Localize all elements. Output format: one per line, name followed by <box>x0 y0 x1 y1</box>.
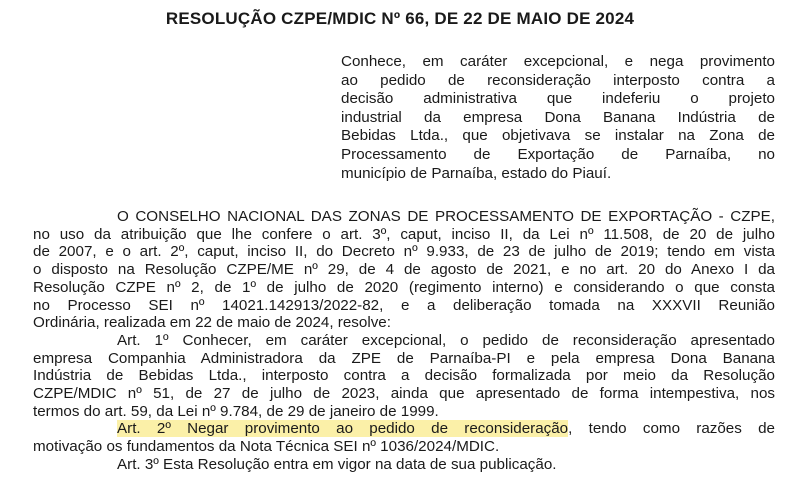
article-2-rest: , tendo como razões de <box>568 420 775 438</box>
ementa-line: município de Parnaíba, estado do Piauí. <box>341 164 612 182</box>
article-1-line: empresa Companhia Administradora da ZPE de Parnaíba-PI e pela empresa Dona Banana <box>33 349 775 367</box>
preamble-line: no Processo SEI nº 14021.142913/2022-82, e a deliberação tomada na XXXVII Reunião <box>33 296 775 314</box>
article-2-highlight: Art. 2º Negar provimento ao pedido de reconsideração <box>117 420 569 438</box>
preamble-line: o disposto na Resolução CZPE/ME nº 29, de 4 de agosto de 2021, e no art. 20 do Anexo I da <box>33 261 775 279</box>
ementa-line: ao pedido de reconsideração interposto contra a <box>341 71 775 89</box>
ementa-line: decisão administrativa que indeferiu o projeto <box>341 90 775 108</box>
ementa-line: Bebidas Ltda., que objetivava se instalar na Zona de <box>341 127 775 145</box>
ementa-line: industrial da empresa Dona Banana Indústria de <box>341 108 775 126</box>
article-1-line: Art. 1º Conhecer, em caráter excepcional, o pedido de reconsideração apresentado <box>117 331 775 349</box>
preamble-line: no uso da atribuição que lhe confere o art. 3º, caput, inciso II, da Lei nº 11.508, de 20 de julho <box>33 225 775 243</box>
ementa-line: Processamento de Exportação de Parnaíba, no <box>341 145 775 163</box>
ementa-summary <box>341 53 775 183</box>
preamble-line: Ordinária, realizada em 22 de maio de 2024, resolve: <box>33 314 391 332</box>
preamble-line: de 2007, e o art. 2º, caput, inciso II, do Decreto nº 9.933, de 23 de julho de 2019; tendo em vista <box>33 243 775 261</box>
document-title: RESOLUÇÃO CZPE/MDIC Nº 66, DE 22 DE MAIO DE 2024 <box>165 9 635 28</box>
article-1-line: Indústria de Bebidas Ltda., interposto contra a decisão formalizada por meio da Resolução <box>33 367 775 385</box>
preamble-line: Resolução CZPE nº 2, de 1º de julho de 2020 (regimento interno) e considerando o que consta <box>33 278 775 296</box>
article-2-line: motivação os fundamentos da Nota Técnica SEI nº 1036/2024/MDIC. <box>33 438 500 456</box>
preamble-line: O CONSELHO NACIONAL DAS ZONAS DE PROCESSAMENTO DE EXPORTAÇÃO - CZPE, <box>117 208 775 225</box>
article-1-line: termos do art. 59, da Lei nº 9.784, de 29 de janeiro de 1999. <box>33 402 439 420</box>
ementa-line: Conhece, em caráter excepcional, e nega provimento <box>341 53 775 70</box>
article-2-line <box>33 420 775 438</box>
article-3-line: Art. 3º Esta Resolução entra em vigor na data de sua publicação. <box>117 455 557 473</box>
resolution-body <box>33 208 775 474</box>
article-1-line: CZPE/MDIC nº 51, de 27 de julho de 2023, ainda que apresentado de forma intempestiva, nos <box>33 385 775 403</box>
